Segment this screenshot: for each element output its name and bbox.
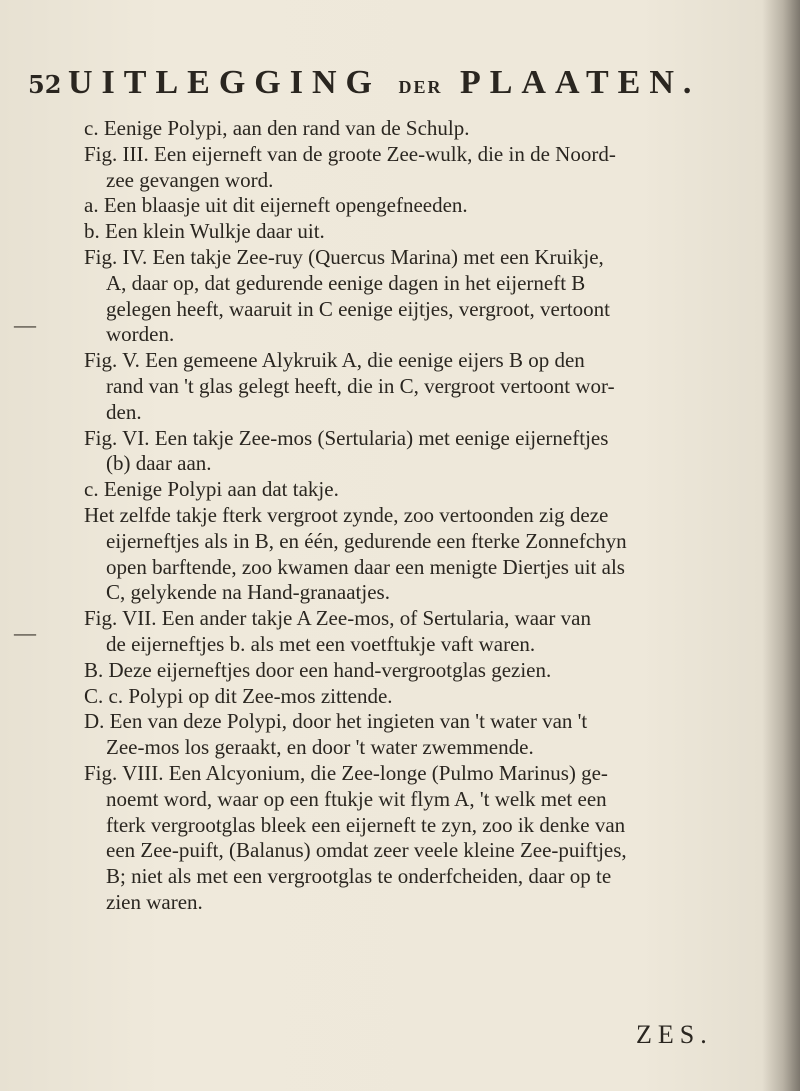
text-line: B. Deze eijerneftjes door een hand-vergrootglas gezien.	[84, 657, 552, 682]
text-line: Fig. III. Een eijerneft van de groote Zee-wulk, die in de Noord-	[84, 141, 616, 166]
text-line: fterk vergrootglas bleek een eijerneft te zyn, zoo ik denke van	[106, 812, 626, 837]
catchword: ZES.	[636, 1020, 713, 1049]
text-line: Het zelfde takje fterk vergroot zynde, zoo vertoonden zig deze	[84, 502, 609, 527]
page-number: 52	[28, 70, 62, 99]
text-line: C, gelykende na Hand-granaatjes.	[106, 580, 390, 605]
text-line: c. Eenige Polypi, aan den rand van de Schulp.	[84, 116, 470, 140]
text-line: de eijerneftjes b. als met een voetftukje vaft waren.	[106, 631, 536, 656]
text-line: B; niet als met een vergrootglas te onderfcheiden, daar op te	[106, 864, 612, 889]
text-line: een Zee-puift, (Balanus) omdat zeer veele kleine Zee-puiftjes,	[106, 838, 627, 863]
text-line: c. Eenige Polypi aan dat takje.	[84, 477, 339, 502]
text-line: zien waren.	[106, 889, 203, 914]
running-title	[68, 64, 700, 102]
text-line: worden.	[106, 322, 175, 347]
margin-mark-bottom: —	[14, 620, 36, 645]
text-line: a. Een blaasje uit dit eijerneft opengefneeden.	[84, 193, 468, 218]
text-line: Fig. VII. Een ander takje A Zee-mos, of Sertularia, waar van	[84, 606, 591, 631]
text-line: Zee-mos los geraakt, en door 't water zwemmende.	[106, 735, 534, 760]
text-line: Fig. IV. Een takje Zee-ruy (Quercus Marina) met een Kruikje,	[84, 244, 604, 269]
text-line: (b) daar aan.	[106, 451, 212, 476]
text-line: Fig. V. Een gemeene Alykruik A, die eenige eijers B op den	[84, 348, 585, 373]
text-line: eijerneftjes als in B, en één, gedurende een fterke Zonnefchyn	[106, 528, 627, 553]
text-line: Fig. VIII. Een Alcyonium, die Zee-longe (Pulmo Marinus) ge-	[84, 760, 608, 785]
text-line: C. c. Polypi op dit Zee-mos zittende.	[84, 683, 393, 708]
page-shadow-edge	[762, 0, 800, 1091]
running-title-end: PLAATEN.	[459, 64, 701, 101]
running-title-main: UITLEGGING	[68, 64, 381, 101]
text-line: den.	[106, 399, 142, 424]
text-line: open barftende, zoo kwamen daar een menigte Diertjes uit als	[106, 554, 625, 579]
text-line: A, daar op, dat gedurende eenige dagen in het eijerneft B	[106, 270, 586, 295]
text-line: noemt word, waar op een ftukje wit flym A, 't welk met een	[106, 786, 607, 811]
text-line: rand van 't glas gelegt heeft, die in C, vergroot vertoont wor-	[106, 373, 615, 398]
text-line: zee gevangen word.	[106, 167, 274, 192]
text-line: gelegen heeft, waaruit in C eenige eijtjes, vergroot, vertoont	[106, 296, 611, 321]
page-header	[28, 64, 768, 102]
body-text	[84, 116, 754, 916]
text-line: b. Een klein Wulkje daar uit.	[84, 219, 325, 244]
text-line: Fig. VI. Een takje Zee-mos (Sertularia) met eenige eijerneftjes	[84, 425, 609, 450]
text-line: D. Een van deze Polypi, door het ingieten van 't water van 't	[84, 709, 588, 734]
running-title-small: DER	[398, 77, 443, 97]
margin-mark-top: —	[14, 312, 36, 337]
